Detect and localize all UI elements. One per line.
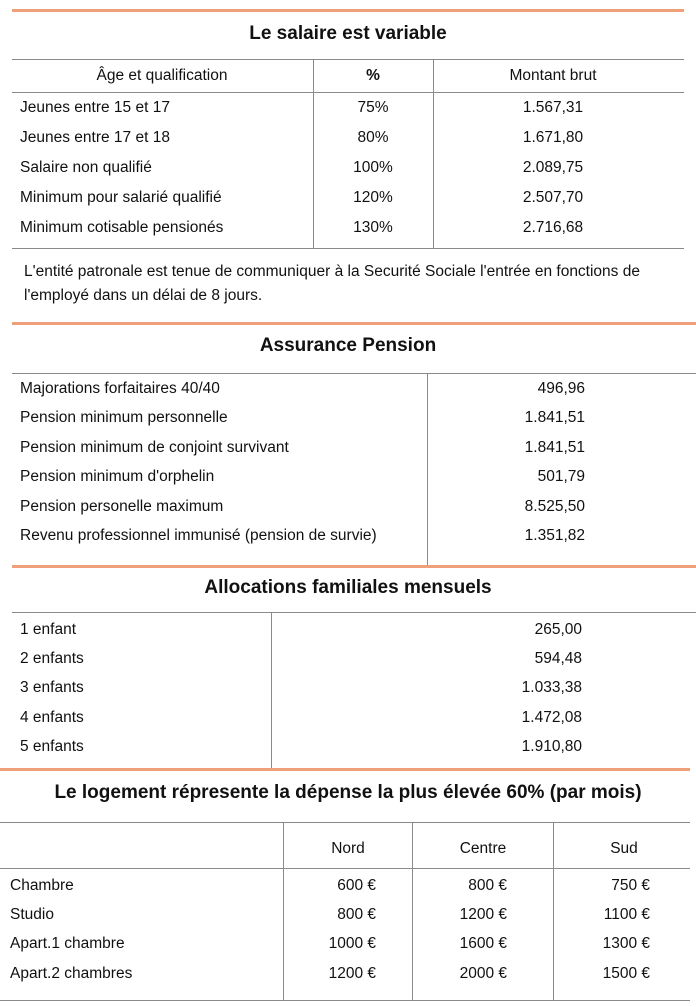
housing-title: Le logement répresente la dépense la plus élevée 60% (par mois) — [54, 782, 642, 803]
salary-top-rule — [12, 9, 684, 12]
table-row-label: 5 enfants — [20, 738, 84, 755]
family-col-divider — [271, 612, 272, 768]
table-row-nord: 800 € — [337, 906, 376, 923]
table-row-label: Pension minimum de conjoint survivant — [20, 439, 289, 456]
housing-header-nord: Nord — [331, 840, 365, 857]
table-row-sud: 1500 € — [602, 965, 650, 982]
table-row-nord: 1000 € — [328, 935, 376, 952]
salary-header-percent: % — [366, 67, 380, 84]
table-row-value: 1.841,51 — [524, 439, 585, 456]
family-header-rule — [12, 612, 696, 613]
family-title: Allocations familiales mensuels — [204, 577, 492, 598]
table-row-value: 1.033,38 — [521, 679, 582, 696]
table-row-label: 1 enfant — [20, 621, 77, 638]
table-row-amount: 2.089,75 — [522, 159, 584, 176]
table-row-label: 2 enfants — [20, 650, 84, 667]
table-row-percent: 100% — [353, 159, 393, 176]
table-row-percent: 130% — [353, 219, 393, 236]
table-row-label: Studio — [10, 906, 54, 923]
pension-title: Assurance Pension — [259, 335, 437, 356]
table-row-sud: 750 € — [611, 877, 650, 894]
table-row-label: Pension minimum d'orphelin — [20, 468, 215, 485]
table-row-value: 501,79 — [537, 468, 585, 485]
table-row-label: 4 enfants — [20, 709, 84, 726]
table-row-category: Jeunes entre 15 et 17 — [20, 99, 170, 116]
salary-header-amount: Montant brut — [509, 67, 597, 84]
housing-header-top-rule — [0, 822, 690, 823]
table-row-category: Salaire non qualifié — [20, 159, 152, 176]
table-row-sud: 1100 € — [603, 906, 650, 923]
table-row-label: Revenu professionnel immunisé (pension de survie) — [20, 527, 377, 544]
table-row-percent: 75% — [357, 99, 389, 116]
salary-header-top-rule — [12, 59, 684, 60]
table-row-centre: 800 € — [468, 877, 507, 894]
table-row-value: 496,96 — [537, 380, 585, 397]
table-row-label: 3 enfants — [20, 679, 84, 696]
table-row-label: Pension minimum personnelle — [20, 409, 228, 426]
salary-header-bottom-rule — [12, 92, 684, 93]
housing-header-sud: Sud — [610, 840, 638, 857]
table-row-amount: 2.507,70 — [522, 189, 584, 206]
table-row-amount: 1.671,80 — [522, 129, 584, 146]
table-row-value: 1.472,08 — [521, 709, 582, 726]
table-row-amount: 1.567,31 — [522, 99, 584, 116]
table-row-value: 1.351,82 — [524, 527, 585, 544]
table-row-category: Minimum pour salarié qualifié — [20, 189, 222, 206]
salary-table-bottom-rule — [12, 248, 684, 249]
table-row-amount: 2.716,68 — [522, 219, 584, 236]
pension-header-rule — [12, 373, 696, 374]
table-row-centre: 1600 € — [459, 935, 507, 952]
housing-header-bottom-rule — [0, 868, 690, 869]
table-row-label: Chambre — [10, 877, 74, 894]
table-row-value: 1.841,51 — [524, 409, 585, 426]
pension-col-divider — [427, 373, 428, 565]
table-row-sud: 1300 € — [602, 935, 650, 952]
table-row-category: Minimum cotisable pensionés — [20, 219, 224, 236]
family-top-rule — [12, 565, 696, 568]
table-row-value: 265,00 — [534, 621, 582, 638]
table-row-value: 1.910,80 — [521, 738, 582, 755]
table-row-centre: 2000 € — [459, 965, 507, 982]
table-row-percent: 120% — [353, 189, 393, 206]
housing-table-bottom-rule — [0, 1000, 690, 1001]
table-row-category: Jeunes entre 17 et 18 — [20, 129, 170, 146]
table-row-label: Majorations forfaitaires 40/40 — [20, 380, 220, 397]
table-row-label: Pension personelle maximum — [20, 498, 224, 515]
pension-top-rule — [12, 322, 696, 325]
salary-title: Le salaire est variable — [249, 23, 447, 44]
table-row-value: 8.525,50 — [524, 498, 585, 515]
table-row-nord: 1200 € — [328, 965, 376, 982]
table-row-label: Apart.2 chambres — [10, 965, 133, 982]
table-row-label: Apart.1 chambre — [10, 935, 125, 952]
table-row-centre: 1200 € — [459, 906, 507, 923]
salary-header-category: Âge et qualification — [96, 67, 228, 84]
housing-header-centre: Centre — [459, 840, 507, 857]
table-row-nord: 600 € — [337, 877, 376, 894]
table-row-percent: 80% — [357, 129, 389, 146]
salary-note: L'entité patronale est tenue de communiquer à la Securité Sociale l'entrée en fonctions de l'employé dans un délai de 8 jours. — [24, 263, 640, 304]
housing-top-rule — [0, 768, 690, 771]
table-row-value: 594,48 — [534, 650, 582, 667]
